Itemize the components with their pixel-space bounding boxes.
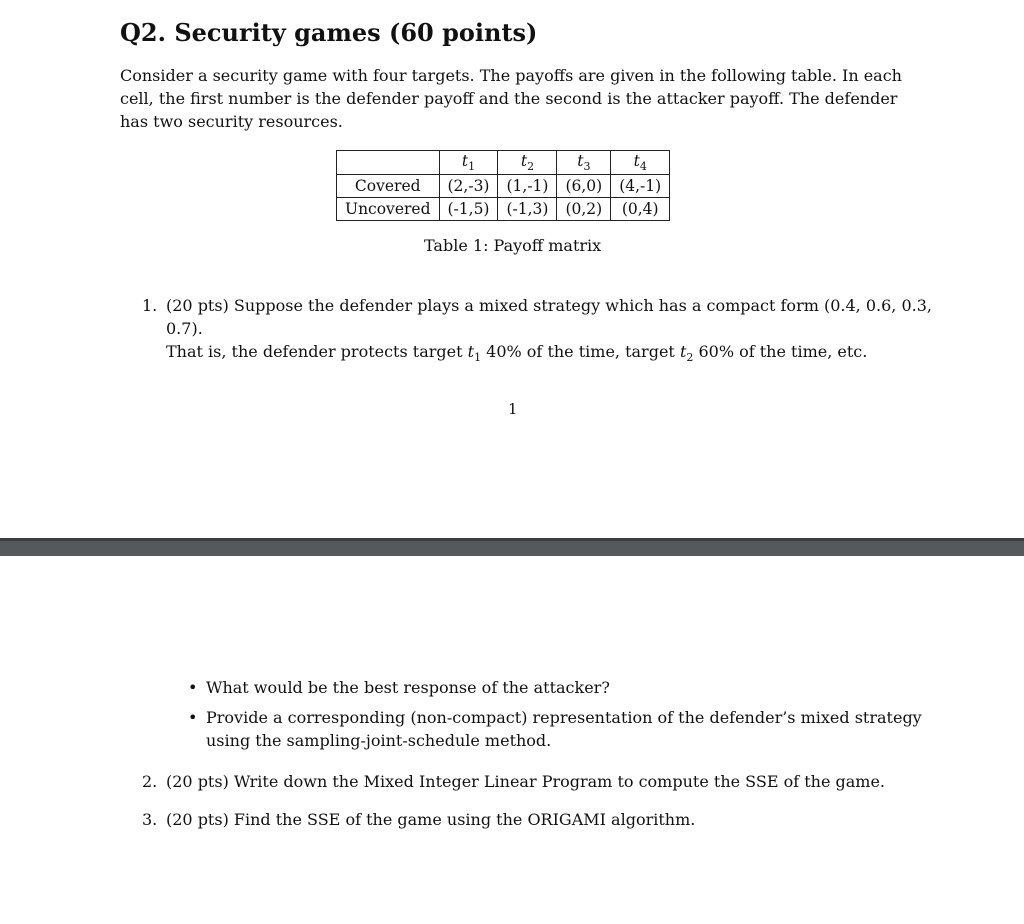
- target-subscript: 2: [686, 351, 694, 365]
- question-1-bullets: [188, 676, 928, 759]
- header-t1: $t_1$: [439, 151, 498, 175]
- question-1-text-cont: 60% of the time, etc.: [693, 342, 868, 361]
- target-symbol: t: [679, 342, 687, 361]
- table-cell: (1,-1): [498, 175, 557, 198]
- question-1-text-cont: That is, the defender protects target: [166, 342, 468, 361]
- question-number: 1.: [142, 296, 158, 315]
- bullet-text: Provide a corresponding (non-compact) representation of the defender’s mixed strategy using the sampling-joint-schedule method.: [206, 708, 922, 750]
- question-1-text: (20 pts) Suppose the defender plays a mixed strategy which has a compact form (0.4, 0.6, 0.3, 0.7).: [166, 296, 932, 338]
- question-number: 2.: [142, 772, 158, 791]
- table-caption: Table 1: Payoff matrix: [424, 236, 602, 255]
- list-item: • What would be the best response of the attacker?: [188, 678, 610, 697]
- table-cell: (6,0): [557, 175, 611, 198]
- target-symbol: t: [467, 342, 475, 361]
- page-separator: [0, 538, 1024, 556]
- question-3: [142, 808, 695, 831]
- table-corner-cell: [337, 151, 440, 175]
- question-3-text: (20 pts) Find the SSE of the game using the ORIGAMI algorithm.: [166, 810, 696, 829]
- list-item: • Provide a corresponding (non-compact) representation of the defender’s mixed strategy using the sampling-joint-schedule method.: [188, 708, 922, 750]
- header-t3: $t_3$: [557, 151, 611, 175]
- table-cell: (-1,5): [439, 198, 498, 221]
- row-label: Uncovered: [337, 198, 440, 221]
- table-row-covered: [337, 175, 670, 198]
- table-header-row: [337, 151, 670, 175]
- bullet-text: What would be the best response of the attacker?: [206, 678, 610, 697]
- table-cell: (0,2): [557, 198, 611, 221]
- header-t4: $t_4$: [611, 151, 670, 175]
- table-cell: (2,-3): [439, 175, 498, 198]
- question-2: [142, 770, 885, 793]
- question-title: Q2. Security games (60 points): [120, 18, 538, 47]
- payoff-table: [336, 150, 670, 221]
- table-cell: (0,4): [611, 198, 670, 221]
- question-number: 3.: [142, 810, 158, 829]
- table-row-uncovered: [337, 198, 670, 221]
- question-1: [142, 294, 942, 369]
- question-2-text: (20 pts) Write down the Mixed Integer Linear Program to compute the SSE of the game.: [166, 772, 886, 791]
- row-label: Covered: [337, 175, 440, 198]
- question-1-text-cont: 40% of the time, target: [481, 342, 680, 361]
- header-t2: $t_2$: [498, 151, 557, 175]
- intro-paragraph: Consider a security game with four targets. The payoffs are given in the following table. In each cell, the first number is the defender payoff and the second is the attacker payoff. The defender has two security resources.: [120, 66, 902, 131]
- table-cell: (4,-1): [611, 175, 670, 198]
- table-cell: (-1,3): [498, 198, 557, 221]
- page-number: 1: [508, 400, 518, 418]
- target-subscript: 1: [474, 351, 482, 365]
